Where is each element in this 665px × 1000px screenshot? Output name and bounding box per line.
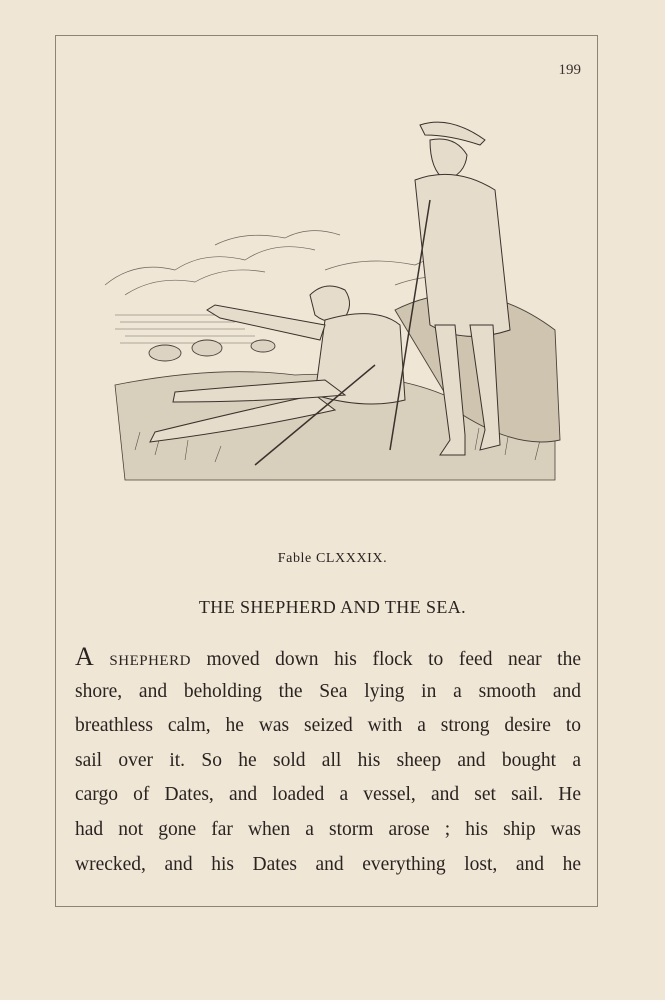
fable-title: THE SHEPHERD AND THE SEA. bbox=[198, 597, 467, 617]
body-line: sail over it. So he sold all his sheep and bought a bbox=[75, 749, 581, 771]
fable-number: Fable CLXXXIX. bbox=[277, 551, 388, 566]
lead-word: SHEPHERD bbox=[109, 653, 191, 669]
page-number: 199 bbox=[558, 62, 581, 78]
body-line-text: moved down his flock to feed near the bbox=[190, 649, 582, 670]
shepherd-illustration bbox=[95, 110, 570, 490]
body-line: shore, and beholding the Sea lying in a smooth and bbox=[75, 680, 581, 702]
drop-cap: A bbox=[75, 642, 94, 671]
body-line: cargo of Dates, and loaded a vessel, and set sail. He bbox=[75, 784, 581, 806]
body-line: breathless calm, he was seized with a strong desire to bbox=[75, 715, 581, 737]
fable-body bbox=[75, 640, 581, 882]
body-line bbox=[75, 640, 581, 675]
body-line: had not gone far when a storm arose ; his ship was bbox=[75, 818, 581, 840]
body-line: wrecked, and his Dates and everything lost, and he bbox=[75, 853, 581, 875]
